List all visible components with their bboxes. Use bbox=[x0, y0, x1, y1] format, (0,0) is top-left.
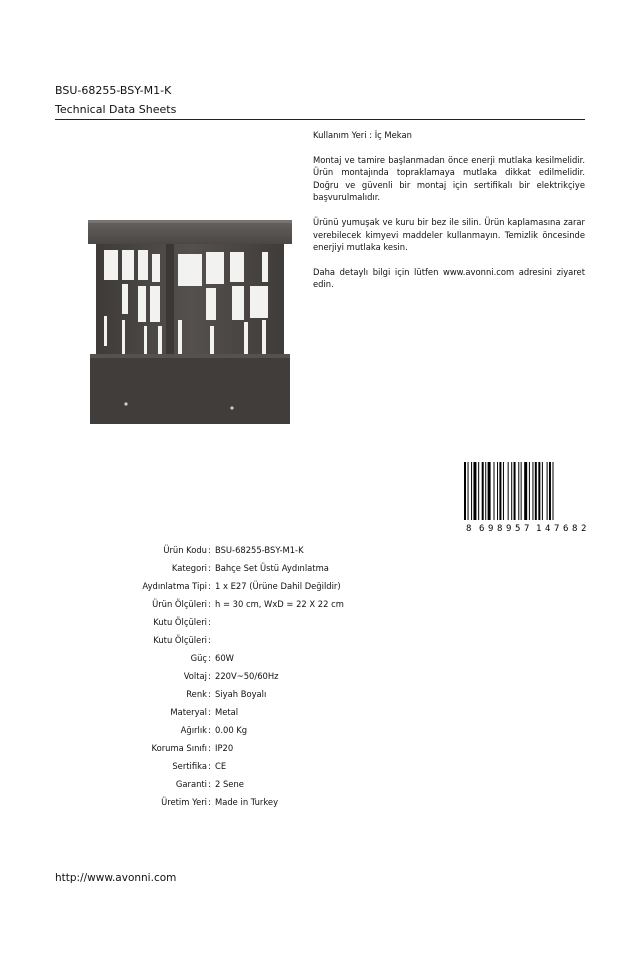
spec-row bbox=[0, 707, 640, 723]
barcode-digit: 2 bbox=[581, 524, 586, 534]
spec-row bbox=[0, 725, 640, 741]
spec-colon: : bbox=[208, 707, 211, 717]
spec-value: 0.00 Kg bbox=[215, 725, 248, 735]
spec-value: Made in Turkey bbox=[215, 797, 279, 807]
spec-value: Bahçe Set Üstü Aydınlatma bbox=[215, 563, 329, 573]
spec-colon: : bbox=[208, 653, 211, 663]
spec-value: 2 Sene bbox=[215, 779, 244, 789]
spec-label: Ürün Ölçüleri bbox=[152, 599, 207, 609]
spec-label: Kategori bbox=[171, 563, 207, 573]
barcode-digit: 7 bbox=[524, 524, 530, 534]
footer-url[interactable]: http://www.avonni.com bbox=[55, 872, 177, 884]
barcode-digit: 6 bbox=[479, 524, 485, 534]
lamp-base bbox=[90, 354, 290, 424]
spec-label: Materyal bbox=[170, 707, 207, 717]
spec-colon: : bbox=[208, 671, 211, 681]
cleaning-paragraph: Ürünü yumuşak ve kuru bir bez ile silin. Ürün kaplamasına zarar verebilecek kimyevi maddeler kullanmayın. Temizlik öncesinde enerjiyi mutlaka kesin. bbox=[313, 216, 585, 253]
spec-label: Sertifika bbox=[172, 761, 207, 771]
spec-row bbox=[0, 635, 640, 651]
barcode-digit: 9 bbox=[506, 524, 512, 534]
spec-value: 1 x E27 (Ürüne Dahil Değildir) bbox=[215, 581, 341, 591]
spec-value: IP20 bbox=[215, 743, 234, 753]
spec-label: Koruma Sınıfı bbox=[151, 743, 207, 753]
barcode-digit: 8 bbox=[497, 524, 503, 534]
spec-label: Voltaj bbox=[183, 671, 207, 681]
spec-row bbox=[0, 599, 640, 615]
barcode-digit: 8 bbox=[466, 524, 472, 534]
lamp-cap bbox=[88, 220, 292, 244]
spec-colon: : bbox=[208, 545, 211, 555]
barcode-digit: 4 bbox=[545, 524, 551, 534]
spec-colon: : bbox=[208, 779, 211, 789]
spec-row bbox=[0, 545, 640, 561]
spec-colon: : bbox=[208, 725, 211, 735]
spec-row bbox=[0, 581, 640, 597]
spec-label: Ağırlık bbox=[180, 725, 207, 735]
spec-row bbox=[0, 671, 640, 687]
spec-colon: : bbox=[208, 761, 211, 771]
barcode bbox=[462, 462, 586, 534]
spec-value: Metal bbox=[215, 707, 239, 717]
spec-colon: : bbox=[208, 563, 211, 573]
spec-value: 220V~50/60Hz bbox=[215, 671, 279, 681]
spec-value: BSU-68255-BSY-M1-K bbox=[215, 545, 304, 555]
spec-value: 60W bbox=[215, 653, 234, 663]
info-block bbox=[313, 129, 585, 303]
spec-colon: : bbox=[208, 599, 211, 609]
spec-value: h = 30 cm, WxD = 22 X 22 cm bbox=[215, 599, 344, 609]
spec-row bbox=[0, 797, 640, 813]
spec-row bbox=[0, 689, 640, 705]
barcode-digit: 1 bbox=[536, 524, 542, 534]
spec-colon: : bbox=[208, 581, 211, 591]
header-divider bbox=[55, 119, 585, 120]
safety-paragraph: Montaj ve tamire başlanmadan önce enerji mutlaka kesilmelidir. Ürün montajında topraklamaya mutlaka dikkat edilmelidir. Doğru ve güvenli bir montaj için sertifikalı bir elektrikçiye başvurulmalıdır. bbox=[313, 154, 585, 203]
spec-row bbox=[0, 563, 640, 579]
spec-colon: : bbox=[208, 689, 211, 699]
spec-label: Kutu Ölçüleri bbox=[153, 617, 207, 627]
barcode-digit: 7 bbox=[554, 524, 560, 534]
spec-label: Garanti bbox=[175, 779, 207, 789]
spec-value: CE bbox=[215, 761, 227, 771]
spec-colon: : bbox=[208, 617, 211, 627]
spec-label: Renk bbox=[186, 689, 207, 699]
barcode-digit: 8 bbox=[572, 524, 578, 534]
spec-colon: : bbox=[208, 797, 211, 807]
spec-colon: : bbox=[208, 635, 211, 645]
spec-label: Ürün Kodu bbox=[163, 545, 207, 555]
barcode-digit: 9 bbox=[488, 524, 494, 534]
spec-row bbox=[0, 779, 640, 795]
barcode-digit: 6 bbox=[563, 524, 569, 534]
spec-value: Siyah Boyalı bbox=[215, 689, 267, 699]
product-image bbox=[86, 216, 294, 428]
spec-label: Aydınlatma Tipi bbox=[142, 581, 207, 591]
spec-row bbox=[0, 617, 640, 633]
website-paragraph: Daha detaylı bilgi için lütfen www.avonni.com adresini ziyaret edin. bbox=[313, 266, 585, 290]
spec-label: Güç bbox=[190, 653, 207, 663]
spec-row bbox=[0, 743, 640, 759]
spec-row bbox=[0, 653, 640, 669]
spec-label: Kutu Ölçüleri bbox=[153, 635, 207, 645]
spec-colon: : bbox=[208, 743, 211, 753]
spec-row bbox=[0, 761, 640, 777]
product-code-header: BSU-68255-BSY-M1-K bbox=[55, 84, 172, 97]
document-subtitle: Technical Data Sheets bbox=[55, 103, 177, 116]
usage-location: Kullanım Yeri : İç Mekan bbox=[313, 130, 412, 140]
barcode-digit: 5 bbox=[515, 524, 521, 534]
spec-label: Üretim Yeri bbox=[161, 797, 207, 807]
